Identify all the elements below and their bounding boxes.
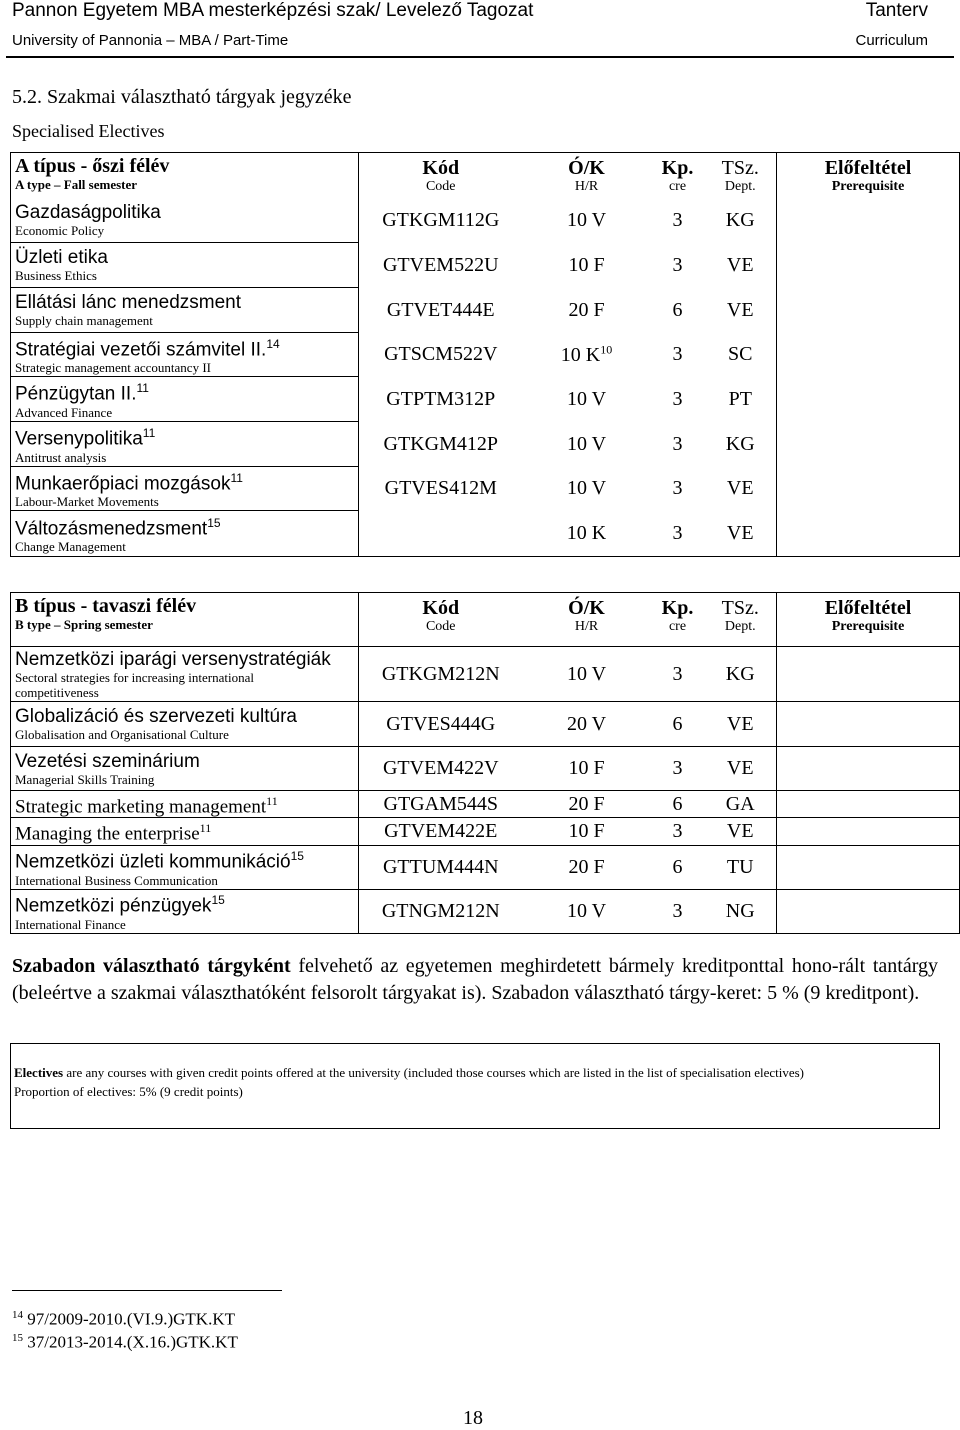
note-text: felvehető az egyetemen meghirdetett bármely kreditponttal hono-rált tantárgy (beleértve a szakmai választhatóként felsorolt tárgyakat is). Szabadon választható tárgy-keret: 5 % (9 kreditpont). [12,955,938,1004]
footnote-ref: 11 [266,794,278,808]
table-b-header [11,593,960,647]
course-name-cell [11,243,359,288]
col-prereq-label-en: Prerequisite [831,619,905,634]
electives-info-box [10,1043,940,1129]
course-name-cell [11,747,359,791]
course-name-en-cont: competitiveness [15,684,99,700]
course-type: 20 F [523,791,651,818]
course-name-cell [11,647,359,702]
course-code: GTGAM544S [359,791,523,818]
course-credit: 3 [651,747,705,791]
table-row [11,845,960,889]
header-doc-type-en: Curriculum [855,32,928,49]
course-name-hu: Vezetési szeminárium [15,750,200,772]
footnote-ref: 11 [142,426,156,441]
col-type-label: Ó/K [568,597,605,619]
course-code: GTVET444E [386,298,495,321]
course-prereq [777,845,960,889]
col-credit-label: Kp. [661,157,694,179]
course-dept: NG [705,889,777,933]
course-type [523,511,651,557]
table-row [11,647,960,702]
section-subtitle: Specialised Electives [12,121,165,141]
course-name-en: Sectoral strategies for increasing international [15,669,254,685]
course-code: GTSCM522V [384,343,498,365]
table-row [11,747,960,791]
course-type: 10 V [523,889,651,933]
col-code-label-en: Code [425,179,456,194]
footnote-14-num: 14 [12,1309,23,1321]
course-type-value: 10 V [566,432,607,455]
table-a [10,152,960,557]
course-name-hu: Változásmenedzsment$^{15}$ [15,515,221,540]
col-prereq-label: Előfeltétel [824,597,912,619]
col-credit-label: Kp. [661,597,694,619]
footnote-separator [12,1290,282,1291]
col-dept-label-en: Dept. [724,619,756,634]
col-dept-label-en: Dept. [724,179,756,194]
course-prereq [777,702,960,747]
footnote-ref: 11 [136,381,149,396]
col-dept [705,153,777,199]
table-b-body [11,593,960,934]
electives-info-text [14,1063,804,1101]
course-credit: 6 [651,791,705,818]
course-credit: 6 [672,298,683,321]
course-prereq [777,791,960,818]
course-name-hu: Stratégiai vezetői számvitel II.$^{14}$ [15,336,280,361]
footnote-ref: 15 [290,849,304,864]
course-name-en: Globalisation and Organisational Culture [15,727,229,742]
course-type [523,243,651,288]
course-type: 20 V [523,702,651,747]
table-a-title-cell [11,153,359,199]
course-name-en: Business Ethics [15,268,97,283]
course-code [359,511,523,557]
table-b-title: B típus - tavaszi félév [15,595,197,617]
course-code: GTVEM522U [382,253,499,276]
col-credit-label-en: cre [668,179,687,194]
course-name-hu: Nemzetközi pénzügyek$^{15}$ [15,893,225,917]
course-code: GTVEM422E [359,818,523,845]
course-prereq [777,647,960,702]
table-row [11,889,960,933]
header-institution: Pannon Egyetem MBA mesterképzési szak/ Levelező Tagozat [12,0,534,21]
course-code: GTVES412M [384,477,497,499]
col-prereq-label: Előfeltétel [824,157,912,179]
course-dept: TU [705,845,777,889]
free-electives-note [12,953,938,1007]
course-dept: KG [705,647,777,702]
table-b-title-cell [11,593,359,647]
page-number: 18 [463,1407,483,1429]
col-type-b [523,593,651,647]
course-name-cell [11,818,359,845]
course-credit: 3 [651,889,705,933]
course-name-cell [11,702,359,747]
course-name-en: Labour-Market Movements [15,494,159,510]
table-row [11,791,960,818]
course-name-hu: Nemzetközi iparági versenystratégiák [15,648,331,670]
footnote-ref: 11 [199,821,212,836]
course-prereq [777,747,960,791]
col-code-b [359,593,523,647]
footnote-14 [12,1309,235,1330]
course-type [523,199,651,243]
table-row [11,818,960,845]
col-credit [651,153,705,199]
course-name-hu: Munkaerőpiaci mozgások$^{11}$ [15,470,243,495]
course-code: GTKGM212N [359,647,523,702]
col-code-label: Kód [422,597,460,619]
col-dept-label: TSz. [721,157,759,179]
table-row [11,702,960,747]
course-code: GTTUM444N [359,845,523,889]
course-type: 10 V [523,647,651,702]
course-dept: KG [705,422,777,467]
table-a-title-en: A type – Fall semester [15,177,138,192]
table-a-body [11,153,960,557]
course-type [523,288,651,333]
course-dept: PT [705,377,777,422]
course-name-hu: Versenypolitika$^{11}$ [15,426,156,450]
course-dept: VE [705,288,777,333]
col-code-label: Kód [422,157,460,179]
course-credit: 6 [651,702,705,747]
course-credit: 3 [672,253,683,276]
course-code: GTKGM412P [383,432,498,455]
course-credit: 3 [672,343,683,365]
col-type-label-en: H/R [574,179,599,194]
col-dept-b [705,593,777,647]
course-type: 20 F [523,845,651,889]
table-a-header [11,153,960,199]
course-name-hu: Managing the enterprise$^{11}$ [15,821,212,845]
course-name-en: International Finance [15,916,126,932]
course-name-cell [11,791,359,818]
footnote-15 [12,1332,238,1353]
header-top [0,0,960,24]
course-dept: VE [705,467,777,511]
course-name-en: Economic Policy [15,223,105,239]
course-prereq [777,889,960,933]
course-code: GTPTM312P [386,387,496,410]
course-name-hu: Üzleti etika [15,247,108,268]
course-code: GTKGM112G [382,209,500,231]
course-credit: 3 [651,647,705,702]
table-a-title: A típus - őszi félév [15,155,170,177]
course-name-cell [11,333,359,377]
course-credit: 6 [651,845,705,889]
footnote-ref: 10 [600,342,613,357]
course-name-cell [11,288,359,333]
course-name-hu: Globalizáció és szervezeti kultúra [15,706,297,727]
header-institution-en: University of Pannonia – MBA / Part-Time [12,32,289,49]
course-name-hu: Gazdaságpolitika [15,202,161,224]
course-name-cell [11,467,359,511]
course-type-value: 10 $K^{10}$ [560,342,613,366]
footnote-15-text: 37/2013-2014.(X.16.)GTK.KT [23,1332,238,1352]
course-type-value: 20 F [568,298,605,321]
col-type [523,153,651,199]
col-code [359,153,523,199]
course-dept: VE [705,818,777,845]
course-type: 10 F [523,818,651,845]
course-credit: 3 [672,432,683,455]
course-type-value: 10 V [566,477,607,499]
header-divider [6,56,954,58]
course-name-en: Antitrust analysis [15,449,107,465]
course-name-en: Supply chain management [15,313,153,328]
course-name-cell [11,199,359,243]
course-name-en: International Business Communication [15,872,218,888]
course-type [523,333,651,377]
section-title: 5.2. Szakmai választható tárgyak jegyzéke [12,86,352,108]
footnote-ref: 11 [230,470,243,485]
course-name-cell [11,845,359,889]
header-bottom [0,32,960,52]
course-dept: VE [705,702,777,747]
course-type: 10 F [523,747,651,791]
footnote-ref: 15 [207,515,221,530]
course-type-value: 10 F [568,253,605,276]
course-name-en: Advanced Finance [15,404,113,420]
course-dept: VE [705,747,777,791]
box-line2: Proportion of electives: 5% (9 credit points) [14,1084,243,1099]
course-credit: 3 [672,387,683,410]
course-code: GTVES444G [359,702,523,747]
course-credit: 3 [672,209,683,231]
col-prereq-label-en: Prerequisite [831,179,905,194]
course-type-value: 10 V [566,387,607,410]
course-name-hu: Pénzügytan II.$^{11}$ [15,381,149,405]
course-type [523,377,651,422]
course-name-hu: Nemzetközi üzleti kommunikáció$^{15}$ [15,849,304,873]
col-dept-label: TSz. [721,597,759,619]
col-prereq-b [777,593,960,647]
header-doc-type: Tanterv [865,0,928,21]
course-credit: 3 [651,511,705,557]
course-name-cell [11,889,359,933]
course-code: GTNGM212N [359,889,523,933]
course-name-hu: Strategic marketing management$^{11}$ [15,794,278,818]
note-bold: Szabadon választható tárgyként [12,955,291,977]
course-name-en: Strategic management accountancy II [15,360,211,376]
footnote-ref: 15 [211,893,225,908]
footnote-15-num: 15 [12,1332,23,1344]
course-name-cell [11,511,359,557]
footnote-ref: 14 [266,336,280,351]
course-dept: SC [705,333,777,377]
col-type-label-en: H/R [574,619,599,634]
course-type [523,422,651,467]
course-dept: KG [705,199,777,243]
course-name-hu: Ellátási lánc menedzsment [15,292,241,313]
col-credit-label-en: cre [668,619,687,634]
course-name-cell [11,377,359,422]
course-type-value: 10 V [566,209,607,231]
course-credit: 3 [672,477,683,499]
course-code: GTVEM422V [359,747,523,791]
course-dept: VE [705,243,777,288]
col-type-label: Ó/K [568,157,605,179]
course-type [523,467,651,511]
footnote-14-text: 97/2009-2010.(VI.9.)GTK.KT [23,1309,235,1329]
course-type-value: 10 K [566,521,607,544]
col-prereq [777,153,960,557]
col-code-label-en: Code [425,619,456,634]
table-b [10,592,960,934]
course-dept: GA [705,791,777,818]
course-prereq [777,818,960,845]
course-name-en: Managerial Skills Training [15,771,155,787]
table-b-title-en: B type – Spring semester [15,617,153,632]
course-credit: 3 [651,818,705,845]
course-dept: VE [705,511,777,557]
box-bold: Electives [14,1065,64,1080]
course-name-en: Change Management [15,539,126,555]
col-credit-b [651,593,705,647]
course-name-cell [11,422,359,467]
box-line1: are any courses with given credit points offered at the university (included those courses which are listed in the list of specialisation electives) [63,1065,804,1080]
